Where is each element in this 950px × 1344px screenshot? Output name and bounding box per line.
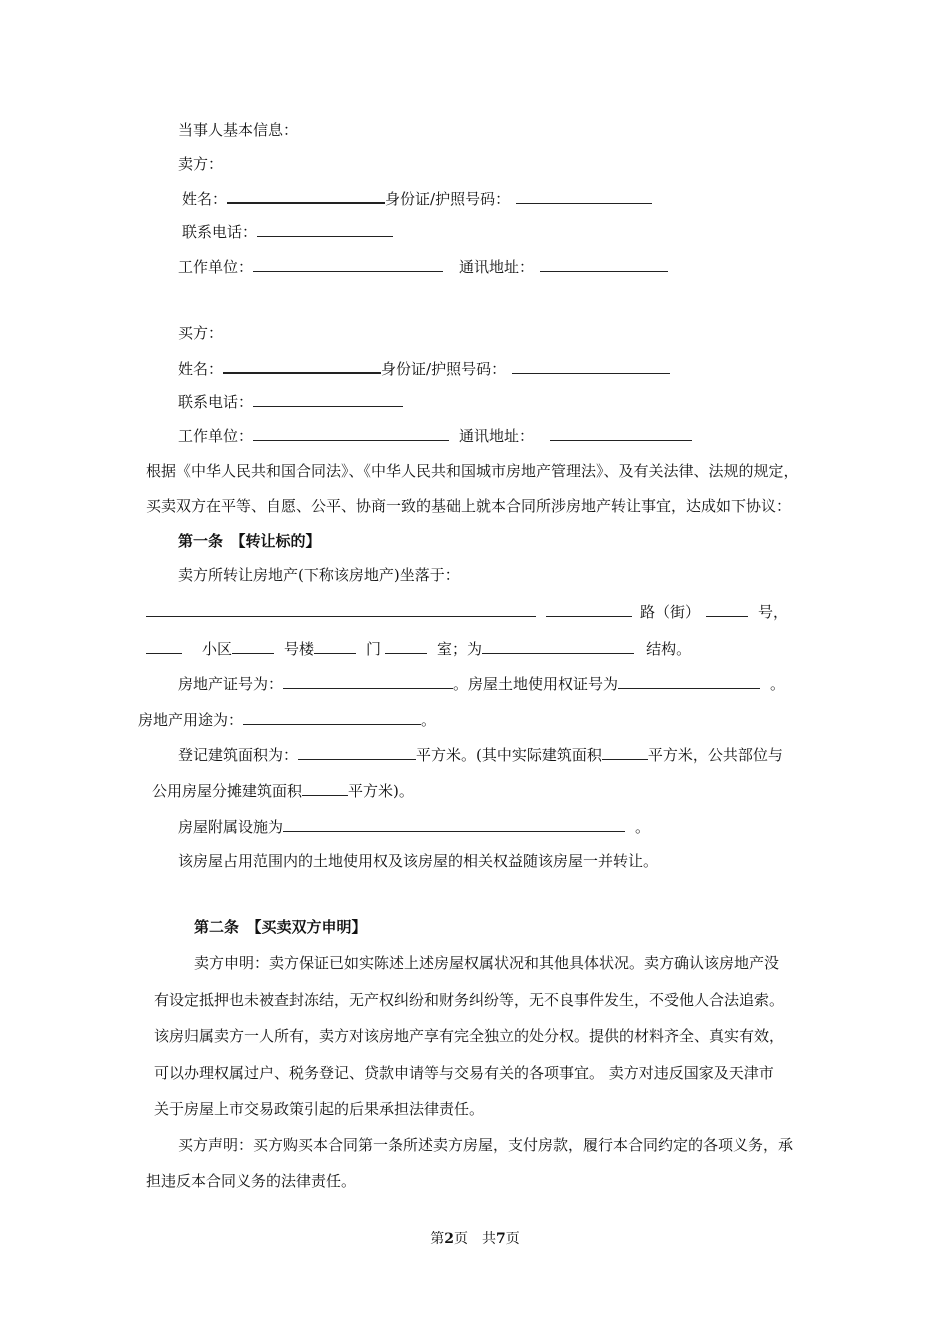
seller-statement-line-5: 关于房屋上市交易政策引起的后果承担法律责任。 xyxy=(154,1100,485,1118)
location-intro: 卖方所转让房地产(下称该房地产)坐落于： xyxy=(178,566,460,584)
house-number-label: 号， xyxy=(758,603,789,621)
shared-area-label: 公用房屋分摊建筑面积 xyxy=(152,782,303,800)
seller-name-field[interactable] xyxy=(227,188,385,204)
area-row xyxy=(178,745,783,765)
buyer-label: 买方： xyxy=(178,324,224,342)
building-label: 号楼 xyxy=(284,640,315,658)
seller-id-label: 身份证/护照号码： xyxy=(385,190,511,208)
buyer-work-row xyxy=(178,426,692,446)
facilities-field[interactable] xyxy=(283,817,625,832)
transfer-note: 该房屋占用范围内的土地使用权及该房屋的相关权益随该房屋一并转让。 xyxy=(178,852,659,870)
seller-statement-line-2: 有设定抵押也未被查封冻结，无产权纠纷和财务纠纷等，无不良事件发生，不受他人合法追索。 xyxy=(154,991,785,1009)
buyer-work-label: 工作单位： xyxy=(178,427,254,445)
buyer-address-field[interactable] xyxy=(550,426,692,441)
land-cert-field[interactable] xyxy=(618,674,760,689)
seller-phone-row xyxy=(182,222,393,242)
seller-id-field[interactable] xyxy=(516,189,652,204)
buyer-name-field[interactable] xyxy=(223,358,381,374)
seller-address-field[interactable] xyxy=(540,257,668,272)
area-unit: 平方米。(其中实际建筑面积 xyxy=(416,746,602,764)
seller-phone-field[interactable] xyxy=(257,222,393,237)
seller-name-label: 姓名： xyxy=(182,190,228,208)
buyer-phone-field[interactable] xyxy=(253,392,403,407)
road-field[interactable] xyxy=(546,602,632,617)
use-field[interactable] xyxy=(243,710,421,725)
seller-phone-label: 联系电话： xyxy=(182,223,258,241)
seller-statement-line-1: 卖方申明：卖方保证已如实陈述上述房屋权属状况和其他具体状况。卖方确认该房地产没 xyxy=(194,954,780,972)
cert-period: 。 xyxy=(770,675,786,693)
community-label: 小区 xyxy=(202,640,233,658)
buyer-work-field[interactable] xyxy=(253,426,449,441)
road-label: 路（街） xyxy=(640,603,701,621)
use-row xyxy=(138,710,436,730)
facilities-label: 房屋附属设施为 xyxy=(178,818,284,836)
seller-statement-line-4: 可以办理权属过户、税务登记、贷款申请等与交易有关的各项事宜。 卖方对违反国家及天津市 xyxy=(154,1064,774,1082)
footer-prefix: 第 xyxy=(430,1231,445,1247)
preamble-line-2: 买卖双方在平等、自愿、公平、协商一致的基础上就本合同所涉房地产转让事宜，达成如下协议： xyxy=(146,497,792,515)
area-label: 登记建筑面积为： xyxy=(178,746,299,764)
buyer-address-label: 通讯地址： xyxy=(459,427,535,445)
room-field[interactable] xyxy=(385,639,427,654)
seller-work-row xyxy=(178,257,668,277)
buyer-name-row xyxy=(178,358,670,379)
structure-label: 结构。 xyxy=(646,640,692,658)
structure-field[interactable] xyxy=(482,639,634,654)
seller-address-label: 通讯地址： xyxy=(459,258,535,276)
buyer-statement-line-2: 担违反本合同义务的法律责任。 xyxy=(146,1172,357,1190)
shared-area-field[interactable] xyxy=(302,781,348,796)
shared-area-unit: 平方米)。 xyxy=(348,782,414,800)
facilities-row xyxy=(178,817,650,837)
actual-area-field[interactable] xyxy=(602,745,648,760)
seller-statement-line-3: 该房归属卖方一人所有，卖方对该房地产享有完全独立的处分权。提供的材料齐全、真实有效， xyxy=(154,1027,785,1045)
seller-name-row xyxy=(182,188,652,209)
seller-work-label: 工作单位： xyxy=(178,258,254,276)
room-label: 室；为 xyxy=(437,640,483,658)
buyer-id-field[interactable] xyxy=(512,359,670,374)
use-period: 。 xyxy=(421,711,437,729)
community-field[interactable] xyxy=(146,639,182,654)
cert-label: 房地产证号为： xyxy=(178,675,284,693)
footer-total-pages: 7 xyxy=(496,1231,506,1247)
land-cert-label: 。房屋土地使用权证号为 xyxy=(453,675,619,693)
location-row-2 xyxy=(146,639,691,659)
preamble-line-1: 根据《中华人民共和国合同法》、《中华人民共和国城市房地产管理法》、及有关法律、法规的规定， xyxy=(146,462,799,480)
article-1-title: 第一条 【转让标的】 xyxy=(178,532,321,550)
shared-area-row xyxy=(152,781,414,801)
cert-field[interactable] xyxy=(283,674,453,689)
footer-mid: 页 共 xyxy=(454,1231,496,1247)
buyer-phone-label: 联系电话： xyxy=(178,393,254,411)
facilities-period: 。 xyxy=(635,818,651,836)
party-info-heading: 当事人基本信息： xyxy=(178,121,299,139)
buyer-name-label: 姓名： xyxy=(178,360,224,378)
buyer-id-label: 身份证/护照号码： xyxy=(381,360,507,378)
house-number-field[interactable] xyxy=(706,602,748,617)
seller-label: 卖方： xyxy=(178,155,224,173)
location-address-field[interactable] xyxy=(146,602,536,617)
article-2-title: 第二条 【买卖双方申明】 xyxy=(194,918,367,936)
buyer-phone-row xyxy=(178,392,403,412)
building-field[interactable] xyxy=(232,639,274,654)
page-footer xyxy=(0,1228,950,1248)
area-field[interactable] xyxy=(298,745,416,760)
door-field[interactable] xyxy=(314,639,356,654)
location-row-1 xyxy=(146,602,788,622)
buyer-statement-line-1: 买方声明：买方购买本合同第一条所述卖方房屋，支付房款，履行本合同约定的各项义务，承 xyxy=(178,1136,794,1154)
cert-row xyxy=(178,674,785,694)
footer-suffix: 页 xyxy=(505,1231,520,1247)
use-label: 房地产用途为： xyxy=(138,711,244,729)
area-unit-2: 平方米，公共部位与 xyxy=(647,746,783,764)
door-label: 门 xyxy=(366,640,382,658)
seller-work-field[interactable] xyxy=(253,257,443,272)
footer-page-number: 2 xyxy=(444,1231,454,1247)
